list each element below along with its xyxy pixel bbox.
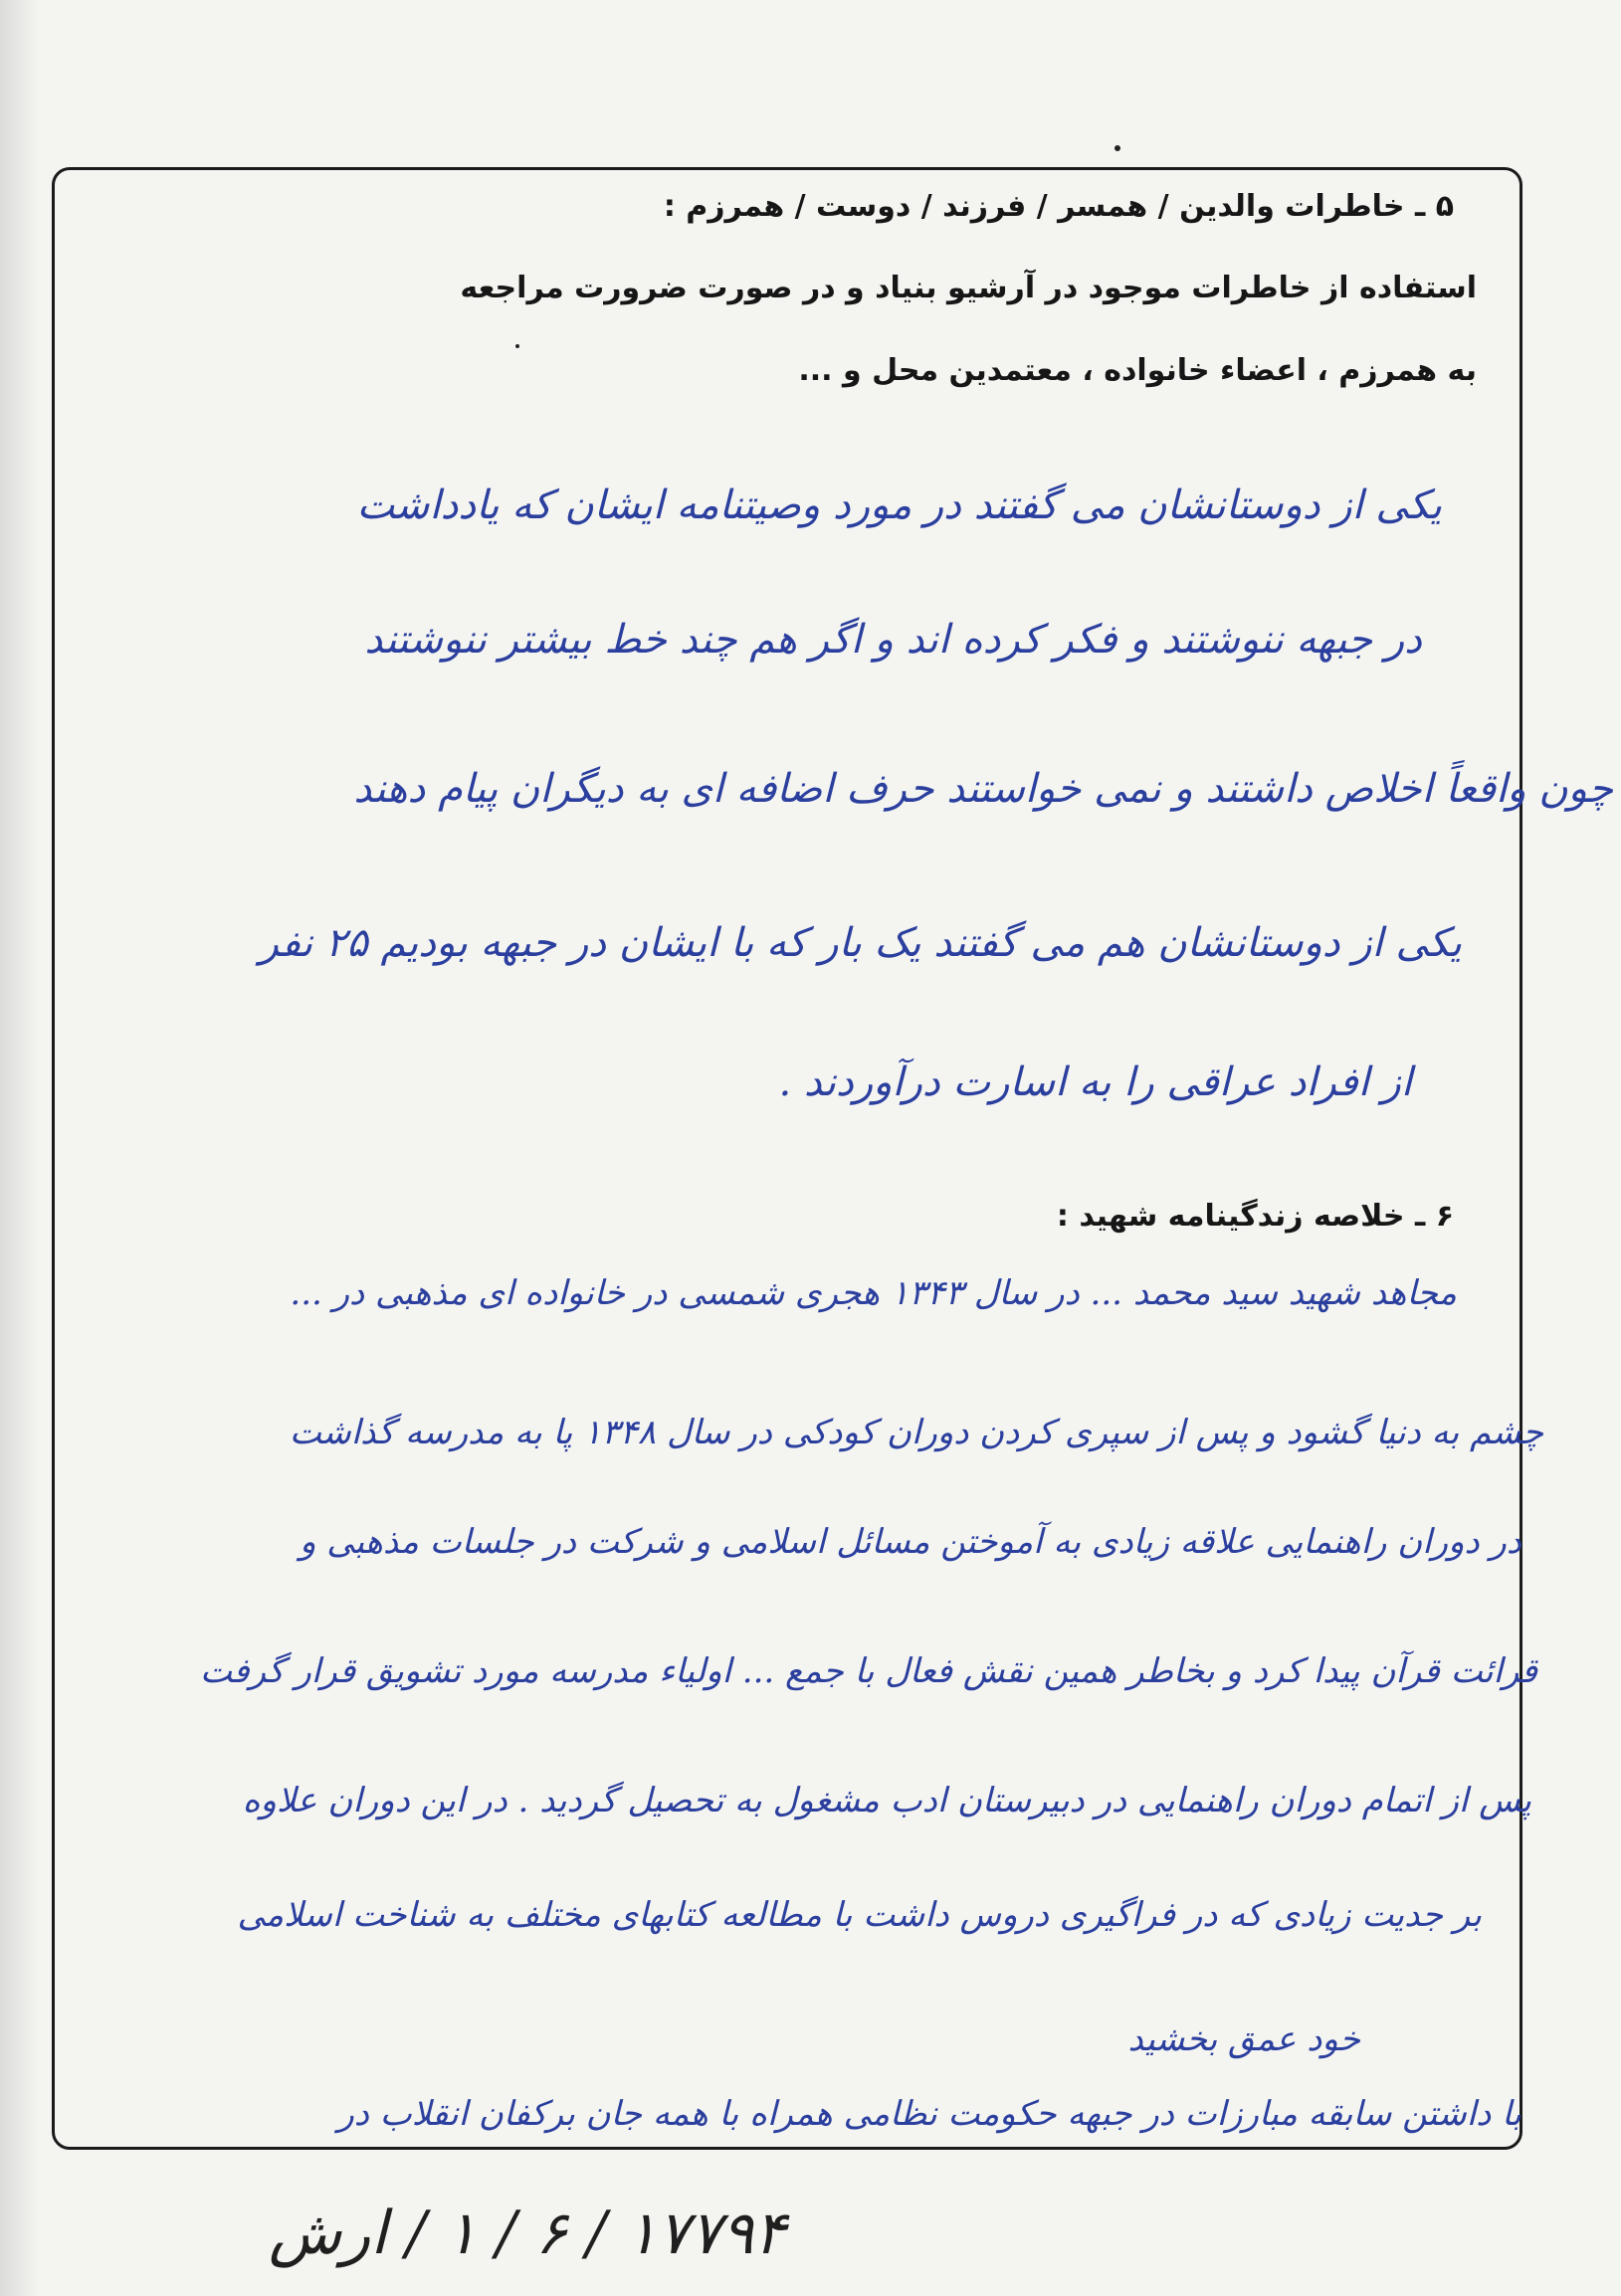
- archive-number: ۱۷۷۹۴ / ۶ / ۱ / ارش: [269, 2199, 786, 2268]
- section6-handwritten-line: در دوران راهنمایی علاقه زیادی به آموختن مسائل اسلامی و شرکت در جلسات مذهبی و: [300, 1522, 1521, 1562]
- page-edge-shadow: [0, 0, 40, 2296]
- section5-handwritten-line: یکی از دوستانشان هم می گفتند یک بار که با ایشان در جبهه بودیم ۲۵ نفر: [259, 920, 1462, 966]
- section6-handwritten-line: خود عمق بخشید: [1127, 2019, 1360, 2059]
- section6-handwritten-line: قرائت قرآن پیدا کرد و بخاطر همین نقش فعال با جمع ... اولیاء مدرسه مورد تشویق قرار گرفت: [199, 1651, 1537, 1691]
- section5-handwritten-line: در جبهه ننوشتند و فکر کرده اند و اگر هم چند خط بیشتر ننوشتند: [364, 617, 1422, 663]
- section5-handwritten-line: چون واقعاً اخلاص داشتند و نمی خواستند حرف اضافه ای به دیگران پیام دهند: [353, 766, 1613, 812]
- section5-heading: ۵ ـ خاطرات والدین / همسر / فرزند / دوست / همرزم :: [663, 189, 1454, 224]
- scan-dot: [1114, 145, 1120, 151]
- form-frame: [52, 167, 1522, 2150]
- section6-handwritten-line: پس از اتمام دوران راهنمایی در دبیرستان ادب مشغول به تحصیل گردید . در این دوران علاوه: [242, 1781, 1531, 1820]
- section6-handwritten-line: با داشتن سابقه مبارزات در جبهه حکومت نظامی همراه با همه جان برکفان انقلاب در: [337, 2094, 1521, 2134]
- section5-handwritten-line: یکی از دوستانشان می گفتند در مورد وصیتنامه ایشان که یادداشت: [356, 482, 1442, 528]
- section5-instruction-line1: استفاده از خاطرات موجود در آرشیو بنیاد و در صورت ضرورت مراجعه: [460, 271, 1477, 305]
- section6-heading: ۶ ـ خلاصه زندگینامه شهید :: [1056, 1199, 1454, 1234]
- section6-handwritten-line: چشم به دنیا گشود و پس از سپری کردن دوران کودکی در سال ۱۳۴۸ پا به مدرسه گذاشت: [289, 1413, 1543, 1452]
- section5-instruction-line2: به همرزم ، اعضاء خانواده ، معتمدین محل و ...: [798, 353, 1477, 388]
- section6-handwritten-line: بر جدیت زیادی که در فراگیری دروس داشت با مطالعه کتابهای مختلف به شناخت اسلامی: [237, 1895, 1482, 1935]
- section5-handwritten-line: از افراد عراقی را به اسارت درآوردند .: [778, 1059, 1412, 1105]
- section6-handwritten-line: مجاهد شهید سید محمد ... در سال ۱۳۴۳ هجری شمسی در خانواده ای مذهبی در ...: [290, 1273, 1457, 1313]
